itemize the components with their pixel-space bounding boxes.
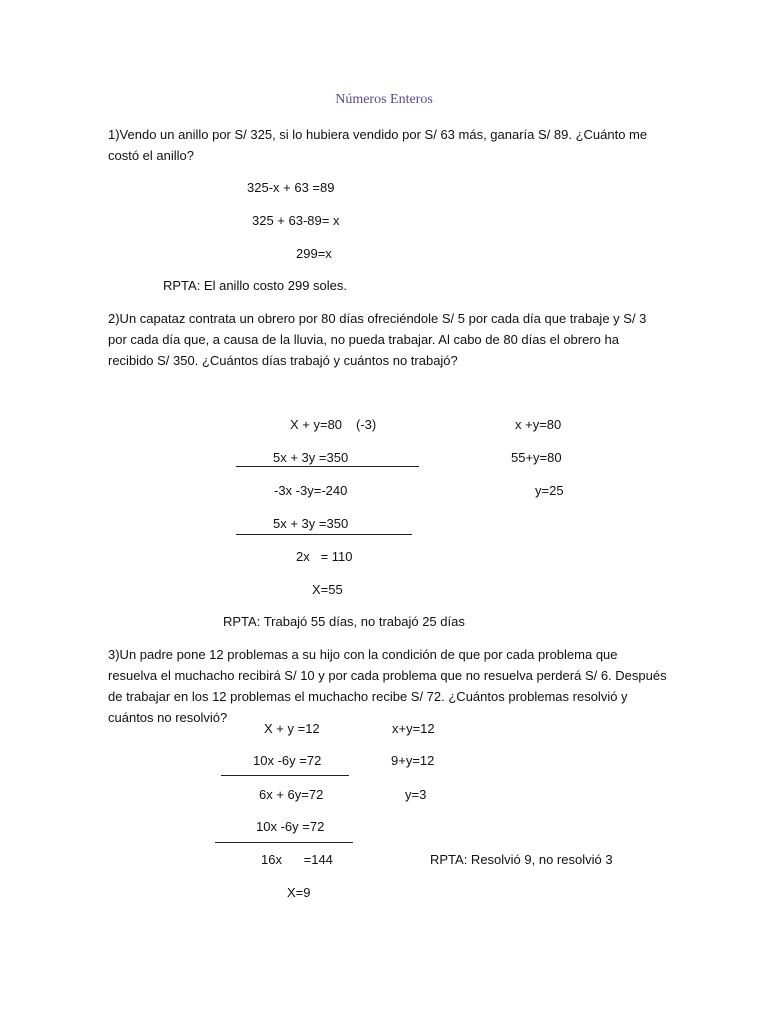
problem-1-question: 1)Vendo un anillo por S/ 325, si lo hubiera vendido por S/ 63 más, ganaría S/ 89. ¿Cuánto me costó el anillo? [108,127,648,163]
problem-1-equation-2: 325 + 63-89= x [252,213,340,228]
problem-3-side-2: 9+y=12 [391,753,435,768]
problem-1-equation-3: 299=x [296,246,332,261]
problem-3-equation-c: 6x + 6y=72 [259,787,324,802]
problem-3-equation-e: 16x =144 [261,852,333,867]
problem-3-answer: RPTA: Resolvió 9, no resolvió 3 [430,852,613,867]
problem-3-equation-b: 10x -6y =72 [253,753,322,768]
problem-1-equation-1: 325-x + 63 =89 [247,180,335,195]
problem-2-equation-d: 5x + 3y =350 [273,516,349,531]
problem-2-rule-2 [236,534,412,535]
problem-3-rule-1 [221,775,349,776]
problem-1-answer: RPTA: El anillo costo 299 soles. [163,278,348,293]
problem-3-equation-a: X + y =12 [264,721,320,736]
problem-2-question: 2)Un capataz contrata un obrero por 80 días ofreciéndole S/ 5 por cada día que trabaje y S/ 3 por cada día que, a causa de la lluvia, no pueda trabajar. Al cabo de 80 días el obrero ha recibido S/ 350. ¿Cuántos días trabajó y cuántos no trabajó? [108,311,647,368]
problem-3-side-1: x+y=12 [392,721,435,736]
problem-3-equation-f: X=9 [287,885,311,900]
problem-3-rule-2 [215,842,353,843]
problem-2-equation-b: 5x + 3y =350 [273,450,349,465]
problem-3-question: 3)Un padre pone 12 problemas a su hijo con la condición de que por cada problema que resuelva el muchacho recibirá S/ 10 y por cada problema que no resuelva perderá S/ 6. Después de trabajar en los 12 problemas el muchacho recibe S/ 72. ¿Cuántos problemas resolvió y cuántos no resolvió? [108,647,667,725]
problem-2-equation-c: -3x -3y=-240 [274,483,348,498]
problem-3-side-3: y=3 [405,787,427,802]
problem-2-rule-1 [236,466,419,467]
page-title: Números Enteros [335,92,433,107]
problem-2-side-1: x +y=80 [515,417,562,432]
problem-3-equation-d: 10x -6y =72 [256,819,325,834]
problem-2-equation-f: X=55 [312,582,343,597]
problem-2-answer: RPTA: Trabajó 55 días, no trabajó 25 días [223,614,465,629]
problem-2-side-3: y=25 [535,483,564,498]
problem-2-equation-a: X + y=80 [290,417,343,432]
problem-2-side-2: 55+y=80 [511,450,562,465]
problem-2-multiplier: (-3) [356,417,377,432]
problem-2-equation-e: 2x = 110 [296,549,353,564]
